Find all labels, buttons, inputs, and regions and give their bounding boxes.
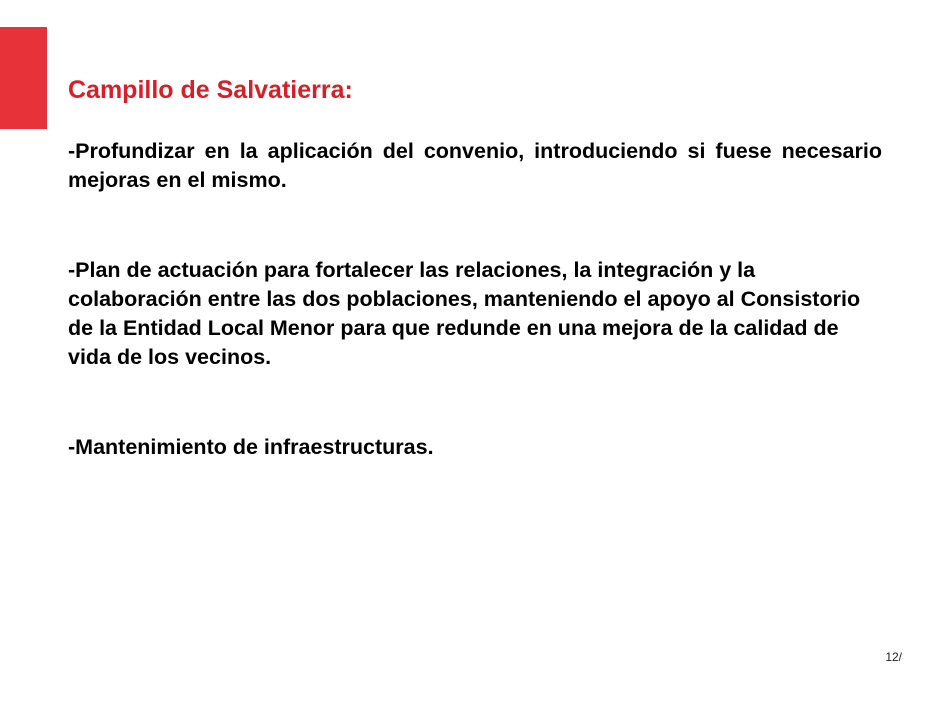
bullet-point-1: -Profundizar en la aplicación del convenio, introduciendo si fuese necesario mejoras en el mismo. <box>68 139 882 192</box>
page-number: 12/ <box>885 650 902 664</box>
bullet-point-2: -Plan de actuación para fortalecer las relaciones, la integración y la colaboración entre las dos poblaciones, manteniendo el apoyo al Consistorio de la Entidad Local Menor para que redunde en una mejora de la calidad de vida de los vecinos. <box>68 258 861 369</box>
bullet-point-3: -Mantenimiento de infraestructuras. <box>68 435 434 459</box>
slide-title: Campillo de Salvatierra: <box>68 76 353 104</box>
accent-bar <box>0 27 47 129</box>
